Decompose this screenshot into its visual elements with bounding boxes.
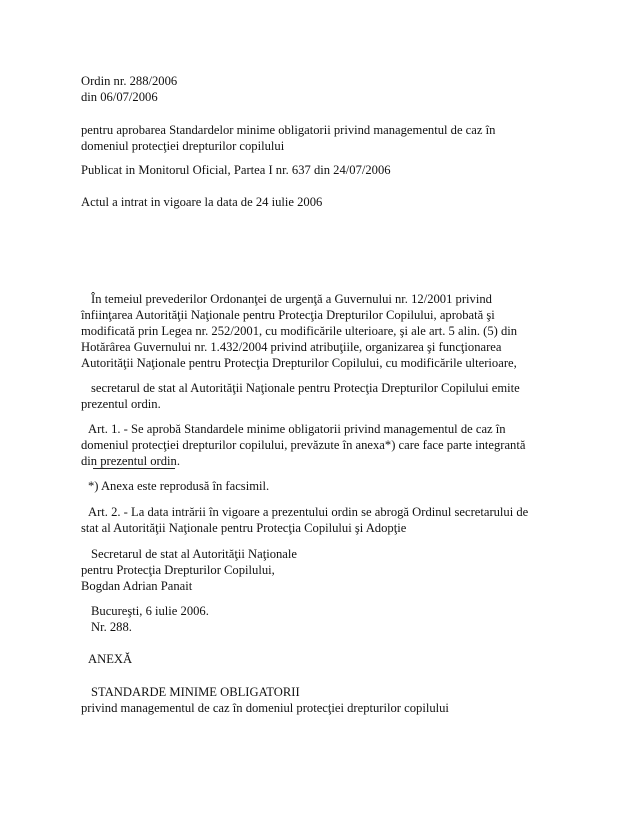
issuer-line: secretarul de stat al Autorităţii Naţionale pentru Protecţia Drepturilor Copilului emite	[91, 381, 520, 395]
preamble-line: Autorităţii Naţionale pentru Protecţia Drepturilor Copilului, cu modificările ulterioare,	[81, 356, 517, 370]
publication-info: Publicat in Monitorul Oficial, Partea I nr. 637 din 24/07/2006	[81, 163, 391, 177]
document-number: Nr. 288.	[91, 620, 132, 634]
article-1-line: din prezentul ordin.	[81, 454, 180, 468]
annex-label: ANEXĂ	[88, 652, 133, 666]
document-page	[81, 0, 561, 826]
preamble-line: modificată prin Legea nr. 252/2001, cu modificările ulterioare, şi ale art. 5 alin. (5) din	[81, 324, 518, 338]
signature-title: Secretarul de stat al Autorităţii Naţionale	[91, 547, 297, 561]
article-1-line: domeniul protecţiei drepturilor copilului, prevăzute în anexa*) care face parte integrantă	[81, 438, 526, 452]
signature-title: pentru Protecţia Drepturilor Copilului,	[81, 563, 275, 577]
in-force-info: Actul a intrat in vigoare la data de 24 iulie 2006	[81, 195, 323, 209]
order-subject-line: domeniul protecţiei drepturilor copilului	[81, 139, 285, 153]
footnote: *) Anexa este reprodusă în facsimil.	[88, 479, 270, 493]
annex-subtitle: privind managementul de caz în domeniul protecţiei drepturilor copilului	[81, 701, 449, 715]
article-1-line: Art. 1. - Se aprobă Standardele minime obligatorii privind managementul de caz în	[88, 422, 506, 436]
order-number: Ordin nr. 288/2006	[81, 74, 178, 88]
footnote-separator	[93, 468, 175, 469]
order-date: din 06/07/2006	[81, 90, 158, 104]
article-2-line: stat al Autorităţii Naţionale pentru Protecţia Copilului şi Adopţie	[81, 521, 407, 535]
issuer-line: prezentul ordin.	[81, 397, 161, 411]
order-subject-line: pentru aprobarea Standardelor minime obligatorii privind managementul de caz în	[81, 123, 496, 137]
signatory-name: Bogdan Adrian Panait	[81, 579, 193, 593]
preamble-line: Hotărârea Guvernului nr. 1.432/2004 privind atribuţiile, organizarea şi funcţionarea	[81, 340, 502, 354]
annex-title: STANDARDE MINIME OBLIGATORII	[91, 685, 300, 699]
article-2-line: Art. 2. - La data intrării în vigoare a prezentului ordin se abrogă Ordinul secretarului de	[88, 505, 529, 519]
preamble-line: înfiinţarea Autorităţii Naţionale pentru Protecţia Drepturilor Copilului, aprobată şi	[81, 308, 495, 322]
preamble-line: În temeiul prevederilor Ordonanţei de urgenţă a Guvernului nr. 12/2001 privind	[91, 292, 492, 306]
place-date: Bucureşti, 6 iulie 2006.	[91, 604, 209, 618]
